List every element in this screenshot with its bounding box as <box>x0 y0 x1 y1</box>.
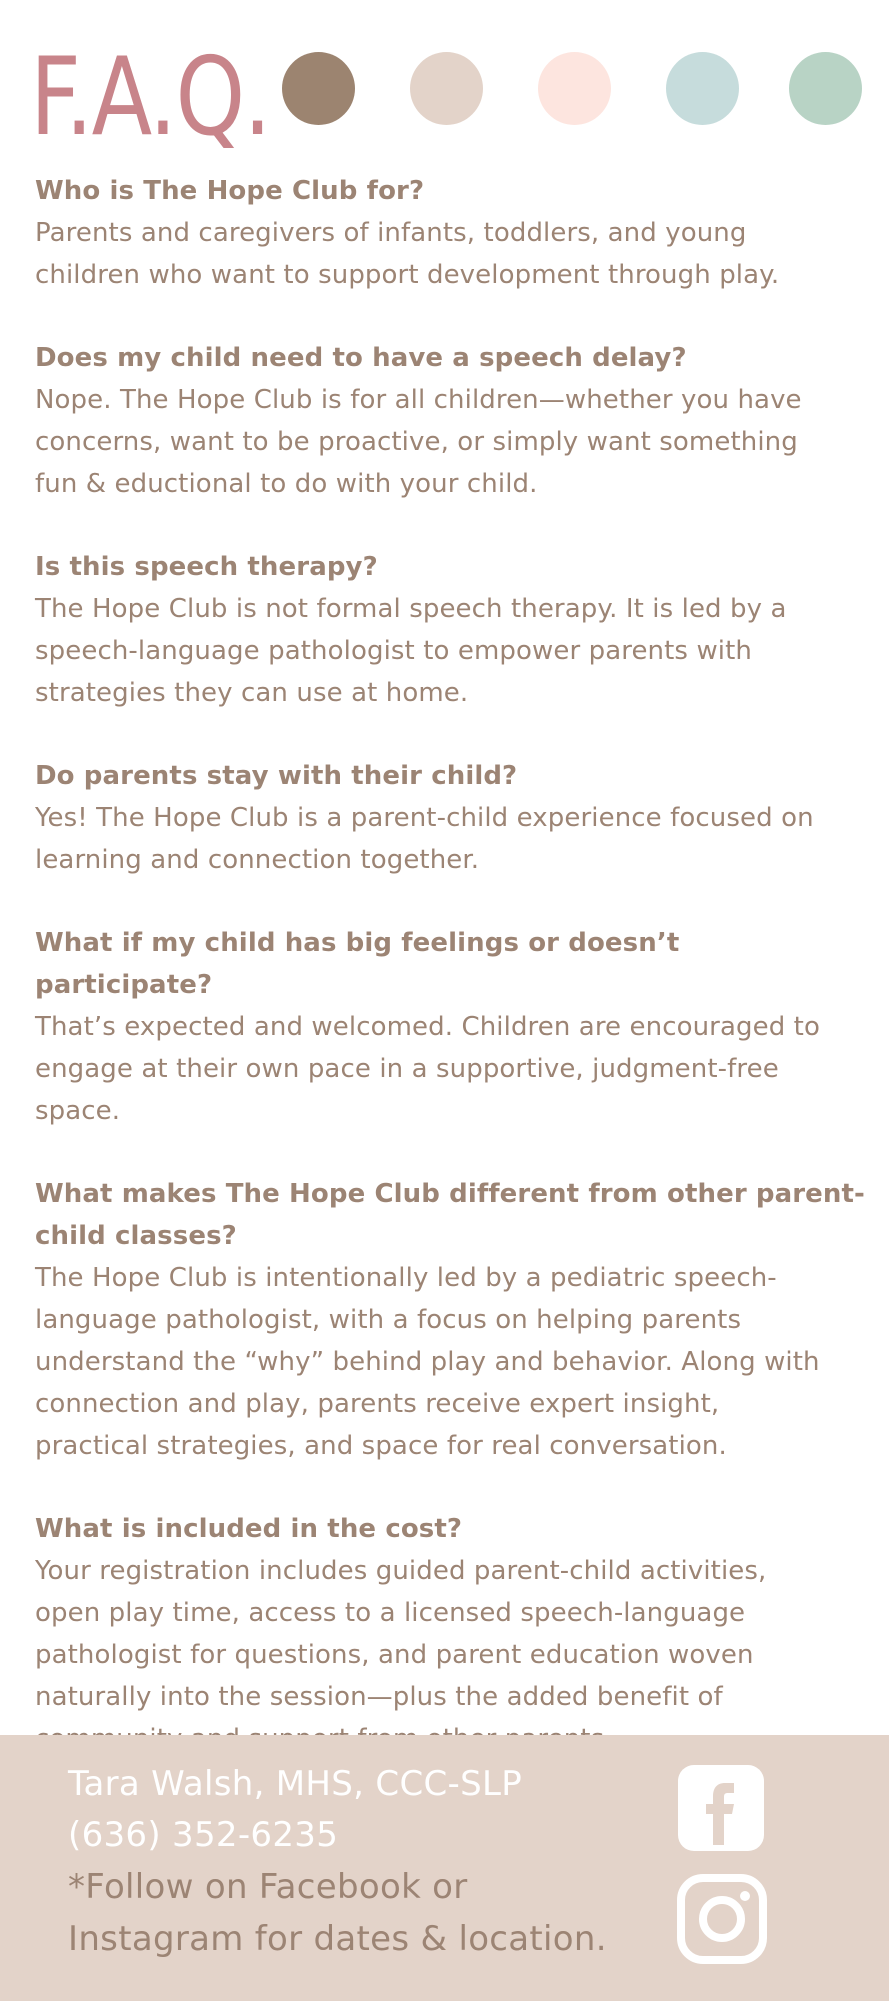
faq-question: Do parents stay with their child? <box>35 761 518 791</box>
faq-answer: The Hope Club is intentionally led by a pediatric speech- language pathologist, with a focus on helping parents understand the “why” behind play and behavior. Along with connection and play, parents receive expert insight, practical strategies, and space for real conversation. <box>35 1263 820 1461</box>
faq-answer: Parents and caregivers of infants, toddlers, and young children who want to support development through play. <box>35 218 780 290</box>
faq-item <box>35 1173 865 1467</box>
contact-footer <box>0 1735 889 2001</box>
follow-note-line: *Follow on Facebook or <box>68 1867 468 1907</box>
faq-item <box>35 546 865 714</box>
faq-question: Who is The Hope Club for? <box>35 176 425 206</box>
faq-answer: Your registration includes guided parent-child activities, open play time, access to a licensed speech-language pathologist for questions, and parent education woven naturally into the session—plus the added benefit of <box>35 1556 767 1712</box>
color-swatch <box>789 52 862 125</box>
color-swatch <box>666 52 739 125</box>
color-swatch <box>538 52 611 125</box>
faq-question: What makes The Hope Club different from other parent- child classes? <box>35 1179 865 1251</box>
faq-question: Does my child need to have a speech delay? <box>35 343 687 373</box>
faq-question: What if my child has big feelings or doesn’t participate? <box>35 928 680 1000</box>
color-swatch <box>410 52 483 125</box>
faq-list <box>35 170 865 1801</box>
faq-item <box>35 755 865 881</box>
faq-item <box>35 170 865 296</box>
facebook-icon[interactable] <box>676 1763 766 1853</box>
faq-question: What is included in the cost? <box>35 1514 463 1544</box>
faq-item <box>35 1508 865 1760</box>
faq-item <box>35 337 865 505</box>
faq-question: Is this speech therapy? <box>35 552 378 582</box>
faq-answer: The Hope Club is not formal speech therapy. It is led by a speech-language pathologist to empower parents with strategies they can use at home. <box>35 594 787 708</box>
faq-answer: Yes! The Hope Club is a parent-child experience focused on learning and connection together. <box>35 803 814 875</box>
header <box>0 0 889 165</box>
instagram-icon[interactable] <box>676 1873 768 1965</box>
follow-note-line: Instagram for dates & location. <box>68 1919 607 1959</box>
faq-item <box>35 922 865 1132</box>
contact-name: Tara Walsh, MHS, CCC-SLP <box>68 1764 523 1804</box>
contact-phone[interactable]: (636) 352-6235 <box>68 1815 339 1855</box>
faq-answer: That’s expected and welcomed. Children are encouraged to engage at their own pace in a supportive, judgment-free space. <box>35 1012 820 1126</box>
faq-answer: Nope. The Hope Club is for all children—whether you have concerns, want to be proactive, or simply want something fun & eductional to do with your child. <box>35 385 802 499</box>
faq-title <box>30 22 280 160</box>
faq-title-text: F.A.Q. <box>30 35 270 160</box>
color-swatch <box>282 52 355 125</box>
